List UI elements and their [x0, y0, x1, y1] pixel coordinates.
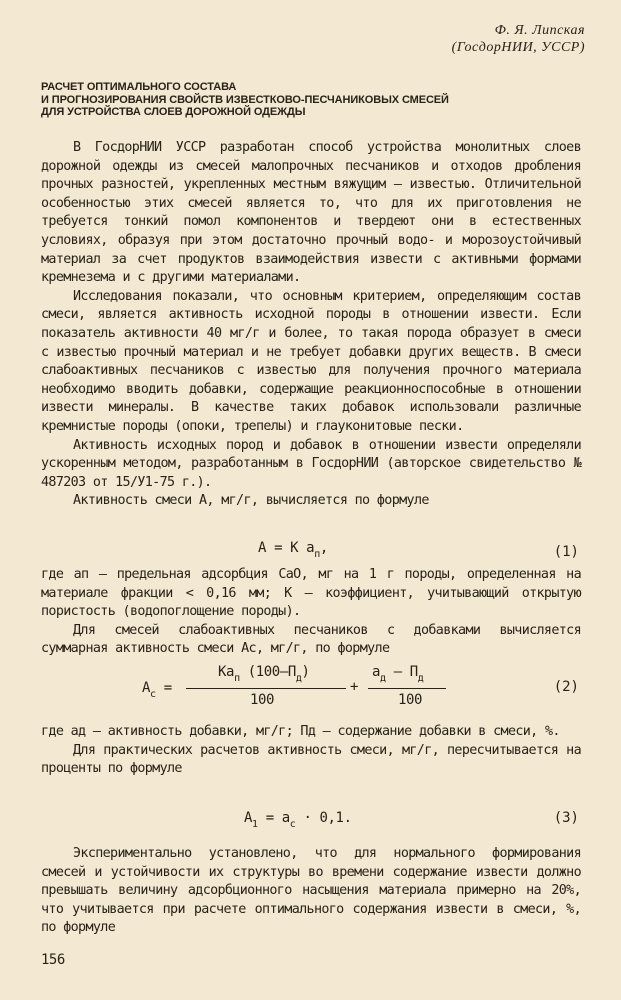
text-block-1 [41, 139, 581, 511]
formula-2-numerator-2: $a_д - П_д$ [372, 664, 424, 684]
text-block-4 [41, 845, 581, 938]
paragraph-9: Экспериментально установлено, что для нормального формирования смесей и устойчивости их структуры во времени содержание извести должно превышать величину адсорбционного насыщения материала примерно на 20%, что учитывается при расчете оптимального содержания извести в смеси, %, по формуле [41, 846, 581, 936]
formula-2-numerator-1: $Ka_п$ $(100-П_д)$ [218, 664, 310, 684]
formula-2-lhs: $A_с$ = [142, 680, 172, 700]
paragraph-3: Активность исходных пород и добавок в отношении извести определяли ускоренным методом, разработанным в ГосдорНИИ (авторское свидетельство № 487203 от 15/У1-75 г.). [41, 437, 581, 490]
formula-1: A = K $a_п$, [258, 540, 328, 560]
equation-number-2: (2) [553, 679, 579, 695]
paragraph-7: где ад – активность добавки, мг/г; Пд – содержание добавки в смеси, %. [41, 724, 560, 739]
author-block [452, 22, 585, 56]
article-title [41, 81, 581, 119]
title-line-3: ДЛЯ УСТРОЙСТВА СЛОЕВ ДОРОЖНОЙ ОДЕЖДЫ [41, 106, 306, 118]
page-number: 156 [41, 952, 65, 968]
paragraph-1: В ГосдорНИИ УССР разработан способ устройства монолитных слоев дорожной одежды из смесей малопрочных песчаников и отходов дробления прочных разностей, укрепленных местным вяжущим – известью. Отличительной особенностью этих смесей является то, что для их приготовления не требуется тонкий помол компонентов и твердеют они в естественных условиях, образуя при этом достаточно прочный водо- и морозоустойчивый материал за счет продуктов взаимодействия извести с активными формами кремнезема и с другими материалами. [41, 140, 581, 286]
equation-number-3: (3) [553, 810, 579, 826]
title-line-2: И ПРОГНОЗИРОВАНИЯ СВОЙСТВ ИЗВЕСТКОВО-ПЕСЧАНИКОВЫХ СМЕСЕЙ [41, 93, 449, 106]
paragraph-5: где aп – предельная адсорбция CaO, мг на 1 г породы, определенная на материале фракции < 0,16 мм; К – коэффициент, учитывающий открытую пористость (водопоглощение породы). [41, 567, 581, 620]
author-name: Ф. Я. Липская [494, 23, 585, 38]
formula-2-denominator-1: 100 [250, 692, 275, 708]
fraction-bar-1 [186, 688, 346, 689]
fraction-bar-2 [368, 688, 446, 689]
paragraph-8: Для практических расчетов активность смеси, мг/г, пересчитывается на проценты по формуле [41, 742, 581, 777]
text-block-2 [41, 566, 581, 659]
paragraph-4: Активность смеси А, мг/г, вычисляется по формуле [73, 493, 429, 509]
paragraph-6: Для смесей слабоактивных песчаников с добавками вычисляется суммарная активность смеси Ас, мг/г, по формуле [41, 622, 581, 657]
paragraph-2: Исследования показали, что основным критерием, определяющим состав смеси, является активность исходной породы в отношении извести. Если показатель активности 40 мг/г и более, то такая порода образует в смеси с известью прочный материал и не требует добавки других веществ. В смеси слабоактивных песчаников с известью для получения прочного материала необходимо вводить добавки, содержащие реакционноспособные в отношении извести минералы. В качестве таких добавок использовали различные кремнистые породы (опоки, трепелы) и глауконитовые пески. [41, 288, 581, 434]
equation-number-1: (1) [553, 544, 579, 560]
formula-3: $A_1 = a_с \cdot 0,1$. [244, 810, 352, 830]
title-line-1: РАСЧЕТ ОПТИМАЛЬНОГО СОСТАВА [41, 81, 237, 93]
author-affiliation: (ГосдорНИИ, УССР) [451, 40, 585, 55]
text-block-3 [41, 723, 581, 779]
formula-2-plus: + [350, 679, 359, 695]
formula-2-denominator-2: 100 [398, 692, 423, 708]
